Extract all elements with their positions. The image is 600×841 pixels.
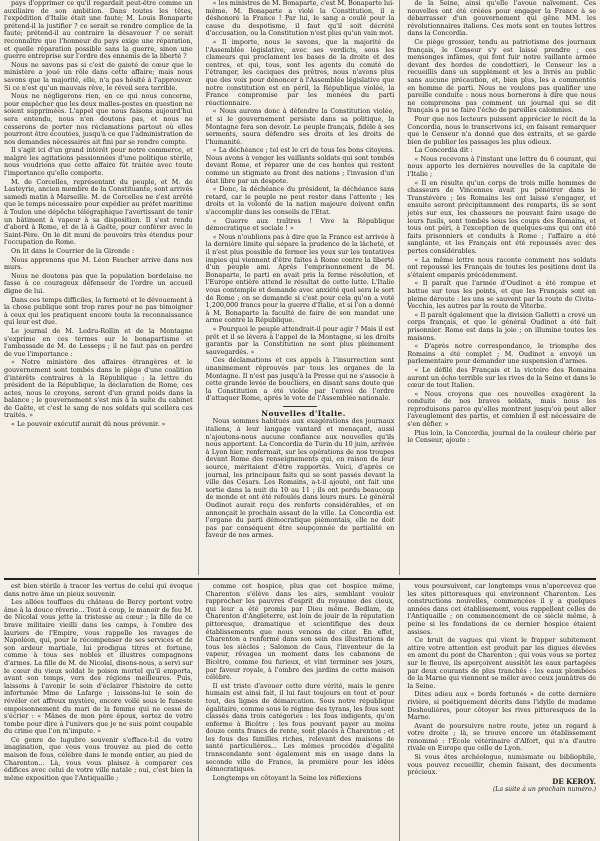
paragraph: « Guerre aux traîtres ! Vive la République démocratique et sociale ! » — [205, 216, 395, 233]
paragraph: de la Seine, ainsi qu'elle l'avoue naïvement. Ces nouvelles ont été créées pour engager la France à se débarrasser d'un gouvernement qui gêne MM. les révolutionnaires italiens. Ces mots sont en toutes lettres dans la Concordia. — [407, 0, 597, 38]
paragraph: vous poursuivent, car longtemps vous n'apercevez que les sites pittoresques qui environnent Charenton. Les constructions nouvelles, commencées il y a quelques années dans cet établissement, vous rappellent celles de l'Antiquaille ; on commencement de ce siècle même, à peine si les fondations de ce dernier hospice étaient assises. — [407, 583, 597, 636]
paragraph: « Nous n'oublions pas à dire que la France est arrivée à la dernière limite qui sépare la prudence de la lâcheté, et il n'est plus possible de fermer les yeux sur les tentatives impies qui viennent d'être faites à Rome contre la liberté d'un peuple ami. Après l'emprisonnement de M. Bonaparte, le parti en avait pris la ferme résolution, et l'Europe entière attend le résultat de cette lutte. L'Italie vous contemple et demande avec anxiété quel sera le sort de Rome ; on se demande si c'est pour cela qu'on a voté 1,200,000 francs pour la guerre d'Italie, et si l'on a donné à M. Bonaparte la faculté de faire de son mandat une arme contre la République. — [205, 232, 395, 325]
top-column-1 — [4, 0, 199, 575]
paragraph: Nous ne négligerons rien, en ce qui nous concerne, pour empêcher que les deux malles-postes en question ne soient supprimées. L'appel que nous faisons aujourd'hui sera entendu, nous n'en doutons pas, et nous ne cesserons de porter nos réclamations partout où elles pourront être écoutées, jusqu'à ce que l'administration de nos demandes nécessaires ait fini par se rendre compte. — [4, 92, 193, 146]
paragraph: Le journal de M. Ledru-Rollin et de la Montagne s'exprime en ces termes sur le bonapartisme et l'ambassade de M. de Lesseps ; il ne faut pas en perdre de vue l'importance : — [4, 326, 193, 358]
paragraph: Ce bruit de vagues qui vient le frapper subitement attire votre attention est produit par les digues élevées en amont du pont de Charenton ; qui vous vous se portez sur le fleuve, ils aperçoivent aussitôt les eaux partagées par deux courants de plus tranchés : les eaux plombées de la Marne qui viennent se mêler avec ceux jaunâtres de la Seine. — [407, 636, 597, 690]
section-title-nouvelles-italie: Nouvelles d'Italie. — [261, 408, 346, 418]
paragraph: « Le défilé des Français et la victoire des Romains auront un écho terrible sur les rives de la Seine et dans le cœur de tout Italien. — [407, 365, 597, 390]
paragraph: « Il en résulte qu'un corps de trois mille hommes de chasseurs de Vincennes avait pu pénétrer dans le Transtévère ; les Romains les ont laissé s'engager, et ensuite seront précipitamment des remparts, ils se sont jetés sur eux, les chasseurs ne pouvant faire usage de leurs fusils, sont tombés sous les coups des Romains, et tous ont péri, à l'exception de quelques-uns qui ont été faits prisonniers et conduits à Rome ; l'affaire a été sanglante, et les Français ont été repoussés avec des pertes considérables. — [407, 178, 597, 255]
paragraph: « Nous croyons que ces nouvelles exagèrent la conduite de nos braves soldats, mais nous les reproduisons parce qu'elles montrent jusqu'où peut aller l'aveuglement des partis, et combien il est nécessaire de s'en défier. » — [407, 389, 597, 429]
paragraph: « Nous recevons à l'instant une lettre du 6 courant, qui nous apporte les dernières nouvelles de la capitale de l'Italie ; — [407, 154, 597, 179]
top-column-2 — [206, 0, 401, 575]
paragraph: Avant de poursuivre notre route, jetez un regard à votre droite ; là, se trouve encore un établissement renommé : l'École vétérinaire d'Alfort, qui n'a d'autre rivale en Europe que celle de Lyon. — [407, 721, 597, 753]
paragraph: est bien stérile à tracer les vertus de celui qui évoque dans notre âme un pieux souvenir. — [4, 583, 193, 598]
paragraph: Ce genre de lugubre souvenir s'efface-t-il de votre imagination, que vous vous trouvez au pied de cette maison de fous, célèbre dans le monde entier, au pied de Charenton... Là, vous vous plaisez à comparer ces édifices avec celui de votre ville natale ; oui, c'est bien la même exposition que l'Antiquaille ; — [4, 735, 193, 782]
paragraph: Nous sommes habitués aux exagérations des journaux italiens, à leur langage vantard et menaçant, aussi n'ajoutons-nous aucune confiance aux nouvelles qu'ils nous apportent. La Concordia de Turin du 10 juin, arrivée à Lyon hier, renfermait, sur les opérations de nos troupes devant Rome des renseignements qui, en raison de leur source, méritaient d'être rapportés. Voici, d'après ce journal, les principaux faits qui se sont passés devant la ville des Césars. Les Romains, a-t-il ajouté, ont fait une sortie dans la nuit du 10 au 11 ; ils ont perdu beaucoup de monde et ont été refoulés dans leurs murs. Le général Oudinot aurait reçu des renforts considérables, et on annonçait le prochain assaut de la ville. La Concordia est l'organe du parti démocratique piémontais, elle ne doit pas par conséquent être soupçonnée de partialité en faveur de nos armes. — [205, 417, 395, 540]
paragraph: « Le pouvoir exécutif aurait dû nous prévenir. » — [11, 420, 166, 429]
paragraph: « Pourquoi le peuple attendrait-il pour agir ? Mais il est prêt et il se lèvera à l'appel de la Montagne, si les droits garantis par la Constitution ne sont plus pleinement sauvegardés. » — [205, 324, 395, 356]
paragraph: « Il importe, nous le savons, que la majorité de l'Assemblée législative, avec ses verdicts, sous les clameurs qui proclament les bases de la droite et des centres, et qui, tous, sont les agents du comité de l'étranger, les caciques des prêtres, nous n'avons plus que des voix pour dénoncer à l'Assemblée législative que notre constitution est en péril, la République violée, la France compromise par les menées du parti réactionnaire. — [205, 37, 395, 107]
paragraph: Ce piège grossier, tendu au patriotisme des journaux français, le Censeur s'y est laissé prendre ; ces mensonges infâmes, qui font fuir notre vaillante armée devant des hordes de condottieri, le Censeur les a recueillis dans un supplément et les a livrés au public sans aucune précaution, et, bien plus, les a commentés en homme de parti. Nous ne voulons pas qualifier une pareille conduite : nous nous bornerons à dire que nous ne comprenons pas comment un journal qui se dit français a pu se faire l'écho de pareilles calomnies. — [407, 37, 597, 115]
feuilleton-section — [0, 583, 600, 841]
paragraph: La Concordia dit : — [414, 146, 473, 155]
feuilleton-column-3-text — [407, 583, 596, 777]
column-2-italy-news — [206, 418, 395, 540]
author-signature: DE KEROY. — [552, 776, 597, 786]
paragraph: Pour que nos lecteurs puissent apprécier le récit de la Concordia, nous le transcrivons ici, en faisant remarquer que le Censeur n'a donné que des extraits, et se garde bien de publier les passages les plus odieux. — [407, 114, 597, 146]
feuilleton-rule — [4, 578, 596, 580]
paragraph: « D'après notre correspondance, le triomphe des Romains a été complet ; M. Oudinot a envoyé un parlementaire pour demander une suspension d'armes. — [407, 342, 597, 366]
paragraph: Ces déclamations et ces appels à l'insurrection sont unanimement réprouvés par tous les organes de la Montagne. Il n'est pas jusqu'à la Presse qui ne s'associe à cette grande levée de boucliers, en disant sans doute que la Constitution a été violée par l'envoi de l'ordre d'attaquer Rome, après le vote de l'Assemblée nationale. — [205, 356, 395, 403]
paragraph: Les allées touffues du château de Bercy portent votre âme à la douce rêverie... Tout à coup, le manoir de feu M. de Nicolaï vous jette la tristesse au cœur ; la fille de ce brave militaire vieilli dans les camps, à l'ombre des lauriers de l'Empire, vous rappelle les ravages de Napoléon, qui, pour le récompenser de ses services et de son ardeur martiale, lui prodigua titres et fortune, comme à tous ses nobles et illustres compagnons d'armes. La fille de M. de Nicolaï, disons-nous, a servi sur le cœur du vieux soldat le poison mortel qu'il emporta, avant son temps, vers des régions meilleures. Puis, laissons à l'avenir le soin d'éclairer l'histoire de cette infortunée Mme de Lafarge ; laissons-lui le soin de révéler cet affreux mystère, encore voilé sous le funeste empoisonnement du mari de la femme qui ne cesse de s'écrier : « Mânes de mon père époux, sortez de votre tombe pour dire à l'univers que je ne suis point coupable du crime que l'on m'impute. » — [4, 598, 193, 736]
paragraph: « Il paraît également que la division Galletti a crevé un corps français, et que le général Oudinot a été fait prisonnier. Rome est dans la joie ; on illumine toutes les maisons. — [407, 310, 597, 342]
paragraph: « Nous aurons donc à défendre la Constitution violée, et si le gouvernement persiste dans sa politique, la Montagne fera son devoir. Le peuple français, fidèle à ses serments, saura défendre ses droits et les droits de l'humanité. — [205, 107, 395, 146]
paragraph: On lit dans le Courrier de la Gironde : — [11, 247, 135, 255]
paragraph: « Il paraît que l'armée d'Oudinot a été rompue et battue sur tous les points, et que les Français sont en pleine déroute : les uns se sauvent par la route de Civita-Vecchia, les autres par la route de Viterbe. — [407, 279, 597, 311]
paragraph: « Notre ministère des affaires étrangères et le gouvernement sont tombés dans le piège d'une coalition d'intérêts contraires à la République ; la lettre du président de la République, la déclaration de Rome, ces actes, nous le croyons, seront d'un grand poids dans la balance ; le gouvernement s'est mis à la suite du cabinet de Gaëte, et c'est le sang de nos soldats qui scellera ces traités. » — [4, 358, 193, 420]
paragraph: Il s'agit ici d'un grand intérêt pour notre commerce, et malgré les agitations passionnées d'une politique stérile, nous voudrions que cette affaire fût traitée avec toute l'importance qu'elle comporte. — [4, 146, 193, 178]
paragraph: Nous apprenons que M. Léon Faucher arrive dans nos murs. — [4, 255, 193, 272]
paragraph: Plus loin, la Concordia, journal de la couleur chérie par le Censeur, ajoute : — [407, 428, 597, 445]
feuilleton-column-1 — [4, 583, 199, 841]
continuation-note: (La suite à un prochain numéro.) — [492, 786, 597, 794]
paragraph: Nous ne savons pas si c'est de gaieté de cœur que le ministère a joué un rôle dans cette affaire; mais nous savons que la majorité, elle, n'a pas hésité à l'approuver. Si ce n'est qu'un mauvais rêve, le réveil sera terrible. — [4, 60, 193, 92]
paragraph: Si vous êtes archéologue, numismate ou bibliophile, vous pouvez recueillir, chemin faisant, des documents précieux. — [407, 753, 597, 777]
paragraph: comme cet hospice, plus que cet hospice même, Charenton s'élève dans les airs, semblant vouloir rapprocher les pauvres d'esprit du royaume des cieux, qui leur a été promis par Dieu même. Bedlam, de Charenton d'Angleterre, est loin de jouir de la réputation pittoresque, dramatique et scientifique des deux établissements que nous venons de citer. En effet, Charenton a renfermé dans son sein des illustrations de tous les siècles ; Salomon de Caus, l'inventeur de la vapeur, rêvagea un moment dans les cabanons de Bicêtre, comme fou furieux, et vint terminer ses jours, par faveur royale, à l'ombre des jardins de cette maison célèbre. — [205, 583, 395, 682]
paragraph: « Donc, la déchéance du président, la déchéance sans retard, car le peuple ne peut rester dans l'attente ; les droits et la volonté de la nation majeure doivent enfin s'accomplir dans les conseils de l'Etat. — [205, 185, 395, 217]
paragraph: M. de Corcelles, représentant du peuple, et M. de Lasteyrie, ancien membre de la Constituante, sont arrivés samedi matin à Marseille. M. de Corcelles ne s'est arrêté que le temps nécessaire pour expédier au préfet maritime à Toulon une dépêche télégraphique l'avertissant de tenir un bâtiment à vapeur à sa disposition. Il s'est rendu d'abord à Rome, et de là à Gaëte, pour conférer avec le Saint-Père. On le dit muni de pouvoirs très étendus pour l'occupation de Rome. — [4, 177, 193, 247]
paragraph: « La même lettre nous raconte comment nos soldats ont repoussé les Français de toutes les positions dont ils s'étaient emparés précédemment. — [407, 255, 597, 279]
paragraph: Longtemps en côtoyant la Seine les réflexions — [212, 773, 362, 782]
feuilleton-column-2 — [206, 583, 401, 841]
feuilleton-column-3 — [407, 583, 596, 841]
paragraph: « La déchéance ; tel est le cri de tous les bons citoyens. Nous avons à venger les vaillants soldats qui sont tombés devant Rome, et réparer une de ces hontes qui restent comme un stigmate au front des nations ; l'invasion d'un état libre par un despote. — [205, 146, 395, 185]
paragraph: pays d'opprimer ce qu'il regardait peut-être comme un auxiliaire de son ambition. Dans toutes les têtes, l'expédition d'Italie était une faute; M. Louis Bonaparte prétend-il la justifier ? ce serait se rendre complice de la faute; prétend-il au contraire la désavouer ? ce serait reconnaître que l'honneur du pays exige une réparation, et quelle réparation possible sans la guerre, sinon une guerre entreprise sur l'ordre des ennemis de la liberté ? — [4, 0, 193, 61]
column-2-lead — [206, 0, 395, 403]
paragraph: Nous ne doutons pas que la population bordelaise ne fasse à ce courageux défenseur de l'ordre un accueil digne de lui. — [4, 271, 193, 295]
paragraph: « les ministres de M. Bonaparte, c'est M. Bonaparte lui-même. M. Bonaparte a violé la Constitution, il a déshonoré la France ! Par lui, le sang a coulé pour la cause du despotisme, il faut qu'il soit décrété d'accusation, ou la Constitution n'est plus qu'un vain mot. — [205, 0, 395, 38]
paragraph: Dites adieu aux « bords fortunés » de cette dernière rivière, si poétiquement décrits dans l'idylle de madame Deshoulières, pour côtoyer les rives pittoresques de la Marne. — [407, 690, 597, 722]
top-column-3 — [407, 0, 596, 575]
section-divider — [283, 406, 317, 407]
paragraph: Dans ces temps difficiles, la fermeté et le dévouement à la chose publique sont trop rares pour ne pas témoigner à ceux qui les pratiquent encore toute la reconnaissance qui leur est due. — [4, 295, 193, 327]
paragraph: Il est triste d'avouer cette dure vérité, mais le genre humain est ainsi fait, il lui faut toujours en tout et pour tout, des lignes de démarcation. Sous notre république égalitaire, comme sous le régime des tyrans, les fous sont classés dans trois catégories : les fous indigents, qu'on enferme à Bicêtre ; les fous pouvant payer au moins douze cents francs de rente, sont placés à Charenton ; et les fous des familles riches, relevant des maisons de santé particulières... Les mêmes procédés d'égalité transcendante sont également mis en usage dans la seconde ville de France, la première pour les idées démocratiques. — [205, 681, 395, 774]
